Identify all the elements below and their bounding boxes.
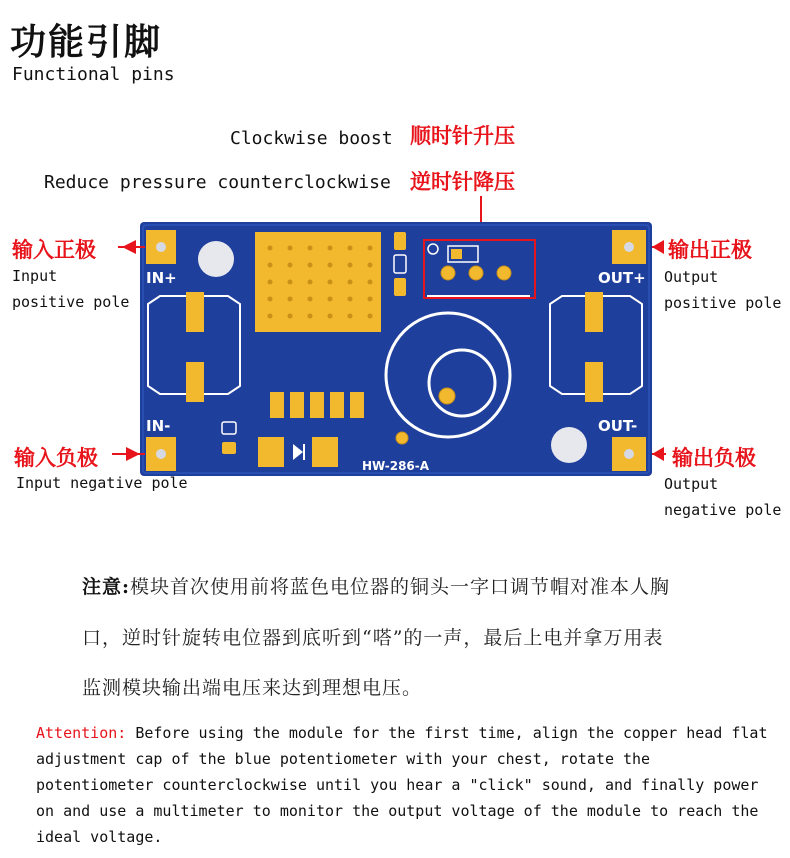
input-negative-label-en: Input negative pole — [16, 474, 188, 492]
output-positive-label-en-1: Output — [664, 268, 719, 286]
ic-pad — [270, 392, 284, 418]
mounting-hole-2 — [551, 427, 587, 463]
page-subtitle: Functional pins — [12, 64, 175, 85]
clockwise-label-en: Clockwise boost — [230, 128, 393, 149]
note-line-1-body: 模块首次使用前将蓝色电位器的铜头一字口调节帽对准本人胸 — [130, 576, 671, 598]
out-plus-label: OUT+ — [598, 269, 646, 287]
inductor-pad — [255, 232, 381, 332]
note-line-3: 监测模块输出端电压来达到理想电压。 — [82, 677, 423, 699]
page-title: 功能引脚 — [10, 22, 163, 63]
output-negative-label-en-2: negative pole — [664, 501, 782, 519]
output-positive-label-cn: 输出正极 — [668, 237, 752, 262]
note-head: 注意: — [82, 576, 131, 598]
counterclockwise-label-cn: 逆时针降压 — [410, 169, 515, 194]
note-line-2: 口，逆时针旋转电位器到底听到“嗒”的一声，最后上电并拿万用表 — [82, 627, 664, 649]
output-negative-label-cn: 输出负极 — [672, 445, 756, 470]
note-line-1 — [82, 572, 670, 599]
diode-pad-right — [312, 437, 338, 467]
in-plus-label: IN+ — [146, 269, 177, 287]
input-positive-label-cn: 输入正极 — [12, 237, 96, 262]
clockwise-label-cn: 顺时针升压 — [410, 123, 515, 148]
counterclockwise-label-en: Reduce pressure counterclockwise — [44, 172, 391, 193]
model-label: HW-286-A — [362, 459, 430, 473]
input-positive-label-en-1: Input — [12, 267, 58, 285]
attention-body: Before using the module for the first time, align the copper head flat adjustment cap of the blue potentiometer with your chest, rotate the potentiometer counterclockwise until you hear a "click" sound, and finally power on and use a multimeter to monitor the output voltage of the module to reach the ideal voltage. — [36, 724, 768, 846]
out-minus-label: OUT- — [598, 417, 638, 435]
attention-paragraph — [36, 720, 776, 850]
input-negative-label-cn: 输入负极 — [14, 445, 98, 470]
output-negative-label-en-1: Output — [664, 475, 719, 493]
output-positive-label-en-2: positive pole — [664, 294, 782, 312]
attention-head: Attention: — [36, 724, 127, 742]
mounting-hole-1 — [198, 241, 234, 277]
in-minus-label: IN- — [146, 417, 171, 435]
diode-pad-left — [258, 437, 284, 467]
input-positive-label-en-2: positive pole — [12, 293, 130, 311]
